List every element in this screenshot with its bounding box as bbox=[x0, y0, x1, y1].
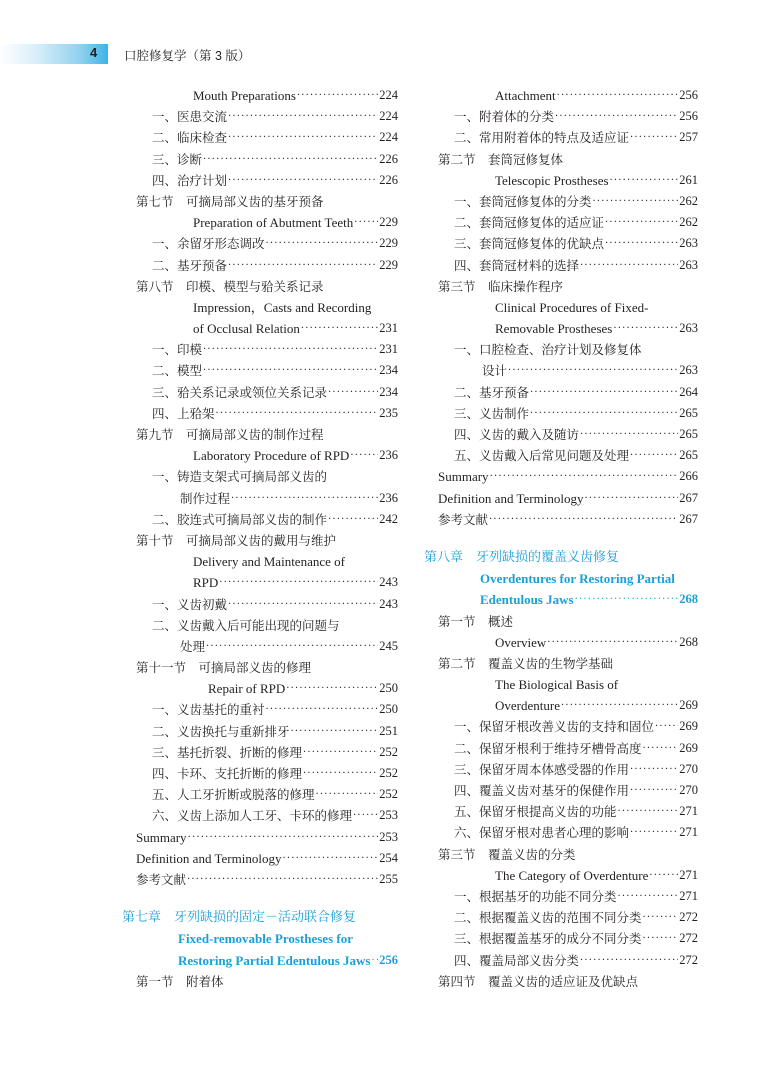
toc-page-number: 231 bbox=[379, 342, 398, 357]
toc-entry-label: 三、𬌗关系记录或领位关系记录 bbox=[152, 384, 328, 400]
toc-section-entry bbox=[438, 653, 698, 674]
toc-page-number: 272 bbox=[679, 910, 698, 925]
toc-entry-label: 六、保留牙根对患者心理的影响 bbox=[454, 825, 630, 841]
toc-leader-dots bbox=[231, 488, 378, 509]
toc-section-entry bbox=[438, 276, 698, 297]
toc-page-number: 235 bbox=[379, 405, 398, 420]
toc-entry-label: Impression，Casts and Recording bbox=[193, 299, 372, 315]
toc-entry-label: 三、义齿制作 bbox=[454, 405, 530, 421]
toc-entry bbox=[438, 738, 698, 759]
toc-entry bbox=[438, 907, 698, 928]
toc-page-number: 250 bbox=[379, 681, 398, 696]
toc-page-number: 271 bbox=[679, 888, 698, 903]
toc-entry bbox=[438, 801, 698, 822]
toc-entry-label: The Category of Overdenture bbox=[495, 867, 649, 883]
toc-entry bbox=[438, 632, 698, 653]
toc-page-number: 268 bbox=[679, 634, 698, 649]
toc-entry bbox=[136, 488, 398, 509]
toc-leader-dots bbox=[575, 589, 679, 610]
toc-entry-label: Clinical Procedures of Fixed- bbox=[495, 299, 649, 315]
toc-page-number: 257 bbox=[679, 130, 698, 145]
toc-section-entry bbox=[438, 509, 698, 530]
toc-entry-label: 第十一节 可摘局部义齿的修理 bbox=[136, 660, 312, 676]
toc-entry bbox=[438, 191, 698, 212]
toc-entry-label: 一、口腔检查、治疗计划及修复体 bbox=[454, 342, 642, 358]
toc-entry bbox=[438, 85, 698, 106]
toc-entry bbox=[438, 759, 698, 780]
toc-entry bbox=[438, 445, 698, 466]
toc-entry-label: Delivery and Maintenance of bbox=[193, 554, 345, 570]
toc-page-number: 224 bbox=[379, 130, 398, 145]
toc-page-number: 263 bbox=[679, 257, 698, 272]
toc-entry-label: 五、保留牙根提高义齿的功能 bbox=[454, 804, 617, 820]
toc-entry-label: Attachment bbox=[495, 88, 556, 103]
toc-entry-label: 二、义齿换托与重新排牙 bbox=[152, 723, 290, 739]
toc-spacer bbox=[136, 890, 398, 907]
toc-page-number: 254 bbox=[379, 850, 398, 865]
toc-page-number: 263 bbox=[679, 321, 698, 336]
toc-entry-label: 第八章 牙列缺损的覆盖义齿修复 bbox=[424, 549, 620, 565]
toc-entry bbox=[136, 636, 398, 657]
toc-chapter-entry bbox=[122, 907, 398, 928]
toc-leader-dots bbox=[630, 445, 678, 466]
toc-entry-label: 参考文献 bbox=[136, 871, 187, 887]
toc-leader-dots bbox=[643, 907, 679, 928]
toc-entry-label: 一、附着体的分类 bbox=[454, 109, 555, 125]
toc-entry-label: Restoring Partial Edentulous Jaws bbox=[178, 952, 371, 968]
toc-leader-dots bbox=[649, 865, 678, 886]
toc-page-number: 252 bbox=[379, 787, 398, 802]
toc-entry-label: 一、余留牙形态调改 bbox=[152, 236, 265, 252]
toc-spacer bbox=[438, 530, 698, 547]
toc-entry-label: 五、人工牙折断或脱落的修理 bbox=[152, 787, 315, 803]
toc-entry bbox=[136, 784, 398, 805]
toc-entry-label: of Occlusal Relation bbox=[193, 321, 300, 337]
toc-entry bbox=[136, 827, 398, 848]
toc-page-number: 265 bbox=[679, 427, 698, 441]
toc-entry bbox=[136, 445, 398, 466]
toc-entry-label: RPD bbox=[193, 575, 219, 591]
toc-page-number: 262 bbox=[679, 193, 698, 208]
toc-entry-label: Edentulous Jaws bbox=[480, 592, 574, 608]
toc-leader-dots bbox=[228, 127, 378, 148]
toc-leader-dots bbox=[291, 721, 379, 742]
toc-page-number: 269 bbox=[679, 719, 698, 734]
toc-page-number: 253 bbox=[379, 829, 398, 844]
toc-column-right bbox=[424, 85, 698, 992]
toc-entry bbox=[136, 572, 398, 593]
toc-page-number: 243 bbox=[379, 575, 398, 590]
toc-leader-dots bbox=[530, 403, 678, 424]
toc-section-entry bbox=[136, 191, 398, 212]
toc-entry-label: 三、根据覆盖基牙的成分不同分类 bbox=[454, 931, 642, 947]
toc-entry-label: 处理 bbox=[180, 638, 206, 654]
toc-entry-label: 一、义齿初戴 bbox=[152, 596, 228, 612]
toc-entry bbox=[136, 318, 398, 339]
toc-entry bbox=[438, 382, 698, 403]
toc-chapter-entry bbox=[136, 928, 398, 949]
toc-section-entry bbox=[136, 657, 398, 678]
toc-entry-label: Overdentures for Restoring Partial bbox=[480, 571, 675, 587]
toc-entry bbox=[438, 339, 698, 360]
toc-leader-dots bbox=[328, 509, 378, 530]
toc-leader-dots bbox=[228, 594, 378, 615]
toc-leader-dots bbox=[282, 848, 378, 869]
toc-entry-label: 第九节 可摘局部义齿的制作过程 bbox=[136, 427, 324, 442]
toc-leader-dots bbox=[530, 382, 678, 403]
toc-leader-dots bbox=[557, 85, 679, 106]
toc-entry-label: 一、义齿基托的重衬 bbox=[152, 702, 265, 718]
toc-leader-dots bbox=[580, 424, 678, 445]
toc-leader-dots bbox=[316, 784, 379, 805]
toc-entry bbox=[438, 424, 698, 445]
toc-entry-label: Definition and Terminology bbox=[438, 490, 584, 506]
toc-entry bbox=[438, 212, 698, 233]
toc-page-number: 267 bbox=[679, 511, 698, 526]
toc-entry-label: 四、治疗计划 bbox=[152, 172, 228, 188]
toc-leader-dots bbox=[630, 780, 678, 801]
toc-entry-label: 第十节 可摘局部义齿的戴用与维护 bbox=[136, 532, 337, 548]
toc-entry-label: 第三节 临床操作程序 bbox=[438, 278, 564, 294]
toc-entry bbox=[136, 466, 398, 487]
toc-leader-dots bbox=[301, 318, 378, 339]
toc-entry-label: Laboratory Procedure of RPD bbox=[193, 448, 350, 464]
toc-page-number: 269 bbox=[679, 698, 698, 713]
toc-page-number: 236 bbox=[379, 448, 398, 463]
toc-entry-label: 二、基牙预备 bbox=[454, 384, 530, 400]
toc-page-number: 252 bbox=[379, 744, 398, 759]
toc-entry-label: 四、套筒冠材料的选择 bbox=[454, 257, 580, 273]
toc-leader-dots bbox=[286, 678, 378, 699]
toc-page-number: 234 bbox=[379, 363, 398, 378]
toc-page-number: 262 bbox=[679, 215, 698, 230]
toc-entry-label: 三、诊断 bbox=[152, 151, 203, 167]
toc-entry bbox=[136, 403, 398, 424]
toc-entry-label: Summary bbox=[136, 829, 187, 845]
toc-page-number: 243 bbox=[379, 596, 398, 611]
toc-page-number: 266 bbox=[679, 469, 698, 484]
toc-leader-dots bbox=[266, 233, 379, 254]
toc-entry-label: 一、套筒冠修复体的分类 bbox=[454, 193, 592, 209]
toc-leader-dots bbox=[655, 716, 678, 737]
toc-entry-label: Overdenture bbox=[495, 698, 560, 714]
toc-page-number: 245 bbox=[379, 638, 398, 653]
toc-entry bbox=[438, 488, 698, 509]
toc-entry-label: 第七节 可摘局部义齿的基牙预备 bbox=[136, 193, 324, 209]
toc-entry bbox=[438, 360, 698, 381]
toc-page-number: 250 bbox=[379, 702, 398, 717]
toc-page-number: 229 bbox=[379, 215, 398, 230]
toc-section-entry bbox=[136, 530, 398, 551]
toc-entry-label: The Biological Basis of bbox=[495, 677, 619, 693]
toc-entry bbox=[136, 382, 398, 403]
toc-entry-label: 四、卡环、支托折断的修理 bbox=[152, 766, 303, 781]
toc-entry-label: Repair of RPD bbox=[208, 681, 286, 697]
toc-entry bbox=[438, 233, 698, 254]
toc-entry bbox=[136, 360, 398, 381]
toc-page-number: 242 bbox=[379, 511, 398, 526]
toc-section-entry bbox=[136, 869, 398, 890]
toc-chapter-entry bbox=[136, 950, 398, 971]
toc-section-entry bbox=[136, 424, 398, 445]
toc-entry bbox=[136, 742, 398, 763]
toc-page-number: 256 bbox=[679, 109, 698, 124]
toc-page-number: 271 bbox=[679, 867, 698, 882]
toc-column-left bbox=[122, 85, 398, 992]
toc-entry-label: 第八节 印模、模型与𬌗关系记录 bbox=[136, 278, 324, 294]
toc-entry bbox=[136, 149, 398, 170]
toc-entry-label: 三、基托折裂、折断的修理 bbox=[152, 744, 303, 760]
toc-entry bbox=[438, 106, 698, 127]
toc-leader-dots bbox=[350, 445, 378, 466]
toc-leader-dots bbox=[266, 699, 379, 720]
toc-entry-label: 二、临床检查 bbox=[152, 130, 228, 146]
toc-page-number: 229 bbox=[379, 236, 398, 251]
toc-leader-dots bbox=[371, 950, 378, 971]
toc-entry bbox=[438, 822, 698, 843]
toc-page-number: 261 bbox=[679, 172, 698, 187]
toc-page-number: 265 bbox=[679, 448, 698, 463]
toc-page-number: 267 bbox=[679, 490, 698, 505]
toc-page-number: 271 bbox=[679, 804, 698, 819]
toc-section-entry bbox=[438, 149, 698, 170]
toc-leader-dots bbox=[580, 255, 678, 276]
toc-entry-label: Fixed-removable Prostheses for bbox=[178, 931, 353, 947]
toc-entry-label: 四、上𬌗架 bbox=[152, 405, 215, 421]
toc-entry-label: 第七章 牙列缺损的固定－活动联合修复 bbox=[122, 910, 357, 926]
toc-entry-label: 二、常用附着体的特点及适应证 bbox=[454, 130, 630, 146]
toc-entry-label: 一、印模 bbox=[152, 342, 203, 358]
toc-page-number: 263 bbox=[679, 236, 698, 251]
toc-page-number: 253 bbox=[379, 808, 398, 823]
toc-chapter-entry bbox=[438, 568, 698, 589]
toc-entry-label: 一、医患交流 bbox=[152, 109, 228, 125]
toc-entry bbox=[136, 615, 398, 636]
toc-section-entry bbox=[438, 844, 698, 865]
toc-entry bbox=[438, 318, 698, 339]
toc-entry-label: 第一节 附着体 bbox=[136, 973, 224, 989]
toc-entry-label: 三、保留牙周本体感受器的作用 bbox=[454, 761, 630, 777]
toc-entry bbox=[136, 170, 398, 191]
toc-entry-label: 三、套筒冠修复体的优缺点 bbox=[454, 236, 605, 252]
toc-page-number: 263 bbox=[679, 363, 698, 378]
toc-page-number: 269 bbox=[679, 740, 698, 755]
toc-entry bbox=[438, 780, 698, 801]
toc-entry-label: 第二节 覆盖义齿的生物学基础 bbox=[438, 655, 614, 671]
toc-section-entry bbox=[438, 611, 698, 632]
toc-page-number: 252 bbox=[379, 766, 398, 780]
toc-leader-dots bbox=[489, 509, 678, 530]
toc-entry-label: 制作过程 bbox=[180, 490, 231, 506]
toc-entry bbox=[438, 695, 698, 716]
toc-page-number: 255 bbox=[379, 871, 398, 886]
toc-page-number: 265 bbox=[679, 405, 698, 420]
toc-entry bbox=[136, 255, 398, 276]
toc-entry-label: 二、胶连式可摘局部义齿的制作 bbox=[152, 511, 328, 527]
toc-entry bbox=[136, 212, 398, 233]
toc-leader-dots bbox=[605, 233, 678, 254]
toc-entry bbox=[438, 170, 698, 191]
toc-entry bbox=[136, 509, 398, 530]
toc-entry bbox=[136, 721, 398, 742]
toc-leader-dots bbox=[303, 742, 378, 763]
toc-entry bbox=[438, 466, 698, 487]
toc-leader-dots bbox=[580, 950, 678, 971]
toc-page-number: 264 bbox=[679, 384, 698, 399]
toc-leader-dots bbox=[618, 886, 679, 907]
toc-page-number: 272 bbox=[679, 952, 698, 967]
toc-leader-dots bbox=[328, 382, 378, 403]
toc-section-entry bbox=[438, 971, 698, 992]
toc-entry bbox=[438, 886, 698, 907]
toc-entry-label: 二、模型 bbox=[152, 363, 203, 379]
toc-entry bbox=[438, 255, 698, 276]
toc-page-number: 224 bbox=[379, 109, 398, 124]
toc-leader-dots bbox=[203, 360, 378, 381]
toc-entry-label: Preparation of Abutment Teeth bbox=[193, 215, 354, 231]
toc-entry bbox=[136, 106, 398, 127]
toc-page-number: 268 bbox=[679, 592, 698, 607]
toc-entry-label: 二、根据覆盖义齿的范围不同分类 bbox=[454, 910, 642, 926]
toc-entry bbox=[136, 848, 398, 869]
toc-leader-dots bbox=[605, 212, 678, 233]
toc-entry bbox=[438, 716, 698, 737]
toc-entry-label: 五、义齿戴入后常见问题及处理 bbox=[454, 448, 630, 464]
toc-page-number: 234 bbox=[379, 384, 398, 399]
toc-page-number: 224 bbox=[379, 88, 398, 102]
toc-leader-dots bbox=[353, 805, 378, 826]
toc-page-number: 251 bbox=[379, 723, 398, 738]
toc-entry-label: 第四节 覆盖义齿的适应证及优缺点 bbox=[438, 973, 639, 989]
toc-entry bbox=[438, 297, 698, 318]
toc-entry-label: 参考文献 bbox=[438, 511, 489, 527]
toc-entry bbox=[136, 85, 398, 106]
toc-leader-dots bbox=[228, 255, 378, 276]
toc-entry-label: 一、保留牙根改善义齿的支持和固位 bbox=[454, 719, 655, 735]
toc-leader-dots bbox=[630, 822, 678, 843]
toc-page-number: 272 bbox=[679, 931, 698, 946]
toc-page-number: 236 bbox=[379, 490, 398, 505]
toc-leader-dots bbox=[206, 636, 378, 657]
toc-leader-dots bbox=[354, 212, 378, 233]
toc-entry bbox=[438, 928, 698, 949]
toc-section-entry bbox=[136, 971, 398, 992]
toc-entry bbox=[438, 865, 698, 886]
toc-entry-label: 二、基牙预备 bbox=[152, 257, 228, 273]
toc-page-number: 256 bbox=[679, 88, 698, 102]
toc-page-number: 226 bbox=[379, 151, 398, 166]
toc-chapter-entry bbox=[424, 547, 698, 568]
toc-entry bbox=[136, 594, 398, 615]
toc-page-number: 270 bbox=[679, 761, 698, 776]
toc-entry-label: 二、套筒冠修复体的适应证 bbox=[454, 215, 605, 231]
toc-entry bbox=[136, 805, 398, 826]
toc-entry-label: Overview bbox=[495, 634, 547, 650]
toc-entry-label: 一、铸造支架式可摘局部义齿的 bbox=[152, 469, 328, 485]
toc-leader-dots bbox=[630, 127, 678, 148]
toc-entry bbox=[438, 950, 698, 971]
toc-leader-dots bbox=[561, 695, 678, 716]
toc-leader-dots bbox=[618, 801, 679, 822]
toc-leader-dots bbox=[547, 632, 678, 653]
toc-entry-label: Telescopic Prostheses bbox=[495, 172, 609, 188]
toc-leader-dots bbox=[188, 827, 379, 848]
book-title: 口腔修复学（第 3 版） bbox=[124, 49, 251, 63]
toc-entry bbox=[136, 127, 398, 148]
toc-page-number: 231 bbox=[379, 321, 398, 336]
toc-entry bbox=[438, 403, 698, 424]
toc-leader-dots bbox=[203, 339, 378, 360]
toc-page-number: 270 bbox=[679, 783, 698, 797]
toc-page-number: 226 bbox=[379, 172, 398, 187]
toc-entry-label: Definition and Terminology bbox=[136, 850, 282, 866]
toc-entry-label: 四、覆盖局部义齿分类 bbox=[454, 952, 580, 968]
toc-entry-label: 二、保留牙根利于维持牙槽骨高度 bbox=[454, 740, 642, 756]
page-number: 4 bbox=[90, 45, 98, 60]
toc-leader-dots bbox=[187, 869, 378, 890]
toc-leader-dots bbox=[303, 763, 378, 784]
toc-entry bbox=[136, 678, 398, 699]
toc-leader-dots bbox=[216, 403, 379, 424]
toc-page-number: 229 bbox=[379, 257, 398, 272]
toc-leader-dots bbox=[228, 106, 378, 127]
toc-leader-dots bbox=[613, 318, 678, 339]
toc-section-entry bbox=[136, 276, 398, 297]
toc-entry-label: 设计 bbox=[482, 363, 508, 379]
toc-leader-dots bbox=[490, 466, 679, 487]
toc-leader-dots bbox=[593, 191, 679, 212]
toc-leader-dots bbox=[555, 106, 678, 127]
toc-leader-dots bbox=[630, 759, 678, 780]
toc-leader-dots bbox=[228, 170, 378, 191]
toc-leader-dots bbox=[297, 85, 378, 106]
toc-entry bbox=[438, 674, 698, 695]
toc-entry bbox=[136, 233, 398, 254]
toc-entry-label: Mouth Preparations bbox=[193, 88, 296, 103]
toc-entry-label: 二、义齿戴入后可能出现的问题与 bbox=[152, 617, 340, 633]
toc-entry-label: 六、义齿上添加人工牙、卡环的修理 bbox=[152, 808, 353, 824]
toc-entry bbox=[136, 297, 398, 318]
toc-entry bbox=[136, 763, 398, 784]
toc-page-number: 271 bbox=[679, 825, 698, 840]
toc-entry-label: Summary bbox=[438, 469, 489, 485]
toc-entry-label: 四、义齿的戴入及随访 bbox=[454, 427, 580, 442]
toc-entry-label: 第二节 套筒冠修复体 bbox=[438, 151, 564, 167]
toc-entry-label: Removable Prostheses bbox=[495, 321, 613, 337]
toc-page-number: 256 bbox=[379, 952, 398, 967]
toc-entry bbox=[136, 551, 398, 572]
toc-leader-dots bbox=[508, 360, 678, 381]
toc-entry-label: 一、根据基牙的功能不同分类 bbox=[454, 888, 617, 904]
toc-leader-dots bbox=[203, 149, 378, 170]
toc-entry bbox=[438, 127, 698, 148]
toc-entry bbox=[136, 339, 398, 360]
toc-leader-dots bbox=[584, 488, 678, 509]
toc-leader-dots bbox=[219, 572, 378, 593]
toc-leader-dots bbox=[610, 170, 679, 191]
toc-leader-dots bbox=[643, 928, 679, 949]
toc-entry-label: 第一节 概述 bbox=[438, 613, 514, 629]
toc-entry-label: 四、覆盖义齿对基牙的保健作用 bbox=[454, 783, 630, 798]
toc-leader-dots bbox=[643, 738, 679, 759]
toc-chapter-entry bbox=[438, 589, 698, 610]
toc-entry-label: 第三节 覆盖义齿的分类 bbox=[438, 846, 576, 862]
toc-entry bbox=[136, 699, 398, 720]
